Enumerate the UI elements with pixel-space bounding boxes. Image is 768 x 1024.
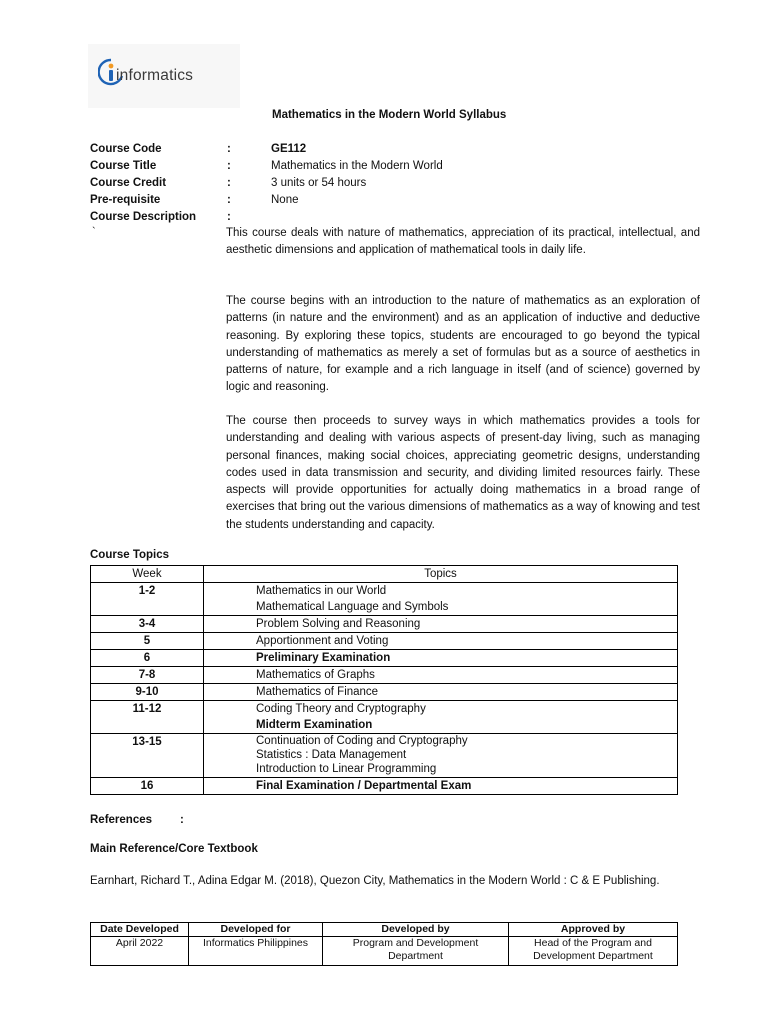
informatics-logo [88,44,240,108]
info-value: 3 units or 54 hours [271,177,367,189]
column-header: Developed for [189,923,323,937]
topics-cell [204,734,678,778]
topics-cell [204,684,678,701]
description-paragraph: The course begins with an introduction to the nature of mathematics as an exploration of patterns (in nature and the environment) and as an application of inductive and deductive reasoning. By exploring these topics, students are encouraged to go beyond the typical understanding of mathematics as merely a set of formulas but as a source of aesthetics in patterns of nature, for example and a rich language in itself (and of science) governed by logic and reasoning. [226,295,700,394]
table-row [91,778,678,795]
column-header: Topics [204,566,678,583]
info-key: Course Code [90,143,162,155]
info-sep: : [227,160,231,172]
topic-item: Mathematics in our World [256,585,387,597]
info-key: Course Title [90,160,157,172]
topic-item: Final Examination / Departmental Exam [256,780,472,792]
table-row [91,701,678,734]
topic-item: Statistics : Data Management [256,749,407,761]
week-cell: 7-8 [91,667,204,684]
topic-item: Preliminary Examination [256,652,391,664]
topic-item: Continuation of Coding and Cryptography [256,735,468,747]
info-sep: : [227,143,231,155]
table-cell: Informatics Philippines [189,937,323,966]
topic-item: Problem Solving and Reasoning [256,618,421,630]
main-reference-label: Main Reference/Core Textbook [90,843,258,855]
week-cell: 6 [91,650,204,667]
column-header: Date Developed [91,923,189,937]
week-cell: 3-4 [91,616,204,633]
week-cell: 16 [91,778,204,795]
topic-item: Coding Theory and Cryptography [256,703,426,715]
references-label: References : [90,814,184,826]
week-cell: 9-10 [91,684,204,701]
column-header: Week [91,566,204,583]
topic-item: Introduction to Linear Programming [256,763,437,775]
table-header-row [91,566,678,583]
info-sep: : [227,177,231,189]
course-topics-label: Course Topics [90,549,170,561]
course-topics-table [90,565,678,795]
week-cell: 13-15 [91,734,204,778]
topic-item: Mathematics of Finance [256,686,379,698]
table-cell: Head of the Program and Development Department [509,937,678,966]
table-row [91,583,678,616]
table-cell: April 2022 [91,937,189,966]
topics-cell [204,616,678,633]
page-title: Mathematics in the Modern World Syllabus [272,109,507,121]
info-value: Mathematics in the Modern World [271,160,443,172]
week-cell: 5 [91,633,204,650]
development-table [90,922,678,966]
info-value: GE112 [271,143,307,155]
info-key: Course Description [90,211,197,223]
table-cell: Program and Development Department [323,937,509,966]
description-paragraph: This course deals with nature of mathematics, appreciation of its practical, intellectual, and aesthetic dimensions and application of mathematical tools in daily life. [226,227,700,257]
stray-mark: ` [92,226,96,238]
citation: Earnhart, Richard T., Adina Edgar M. (2018), Quezon City, Mathematics in the Modern World : C & E Publishing. [90,875,660,887]
week-cell: 11-12 [91,701,204,734]
table-row [91,633,678,650]
info-key: Pre-requisite [90,194,161,206]
column-header: Developed by [323,923,509,937]
table-row [91,650,678,667]
table-row [91,734,678,778]
table-row [91,937,678,966]
info-sep: : [227,194,231,206]
info-key: Course Credit [90,177,167,189]
topics-cell [204,701,678,734]
info-sep: : [227,211,231,223]
topics-cell [204,667,678,684]
table-row [91,616,678,633]
topic-item: Mathematical Language and Symbols [256,601,449,613]
logo-text: informatics [116,67,194,84]
column-header: Approved by [509,923,678,937]
table-row [91,667,678,684]
table-row [91,684,678,701]
topic-item: Apportionment and Voting [256,635,389,647]
table-header-row [91,923,678,937]
topics-cell [204,633,678,650]
description-paragraph: The course then proceeds to survey ways in which mathematics provides a tools for understanding and dealing with various aspects of present-day living, such as managing personal finances, making social choices, appreciating geometric designs, understanding codes used in data transmission and security, and dividing limited resources fairly. These aspects will provide opportunities for actually doing mathematics in a broad range of exercises that bring out the various dimensions of mathematics as a way of knowing and test the students understanding and capacity. [226,415,700,531]
topics-cell [204,778,678,795]
topics-cell [204,583,678,616]
topic-item: Midterm Examination [256,719,373,731]
topics-cell [204,650,678,667]
topic-item: Mathematics of Graphs [256,669,375,681]
info-value: None [271,194,299,206]
week-cell: 1-2 [91,583,204,616]
